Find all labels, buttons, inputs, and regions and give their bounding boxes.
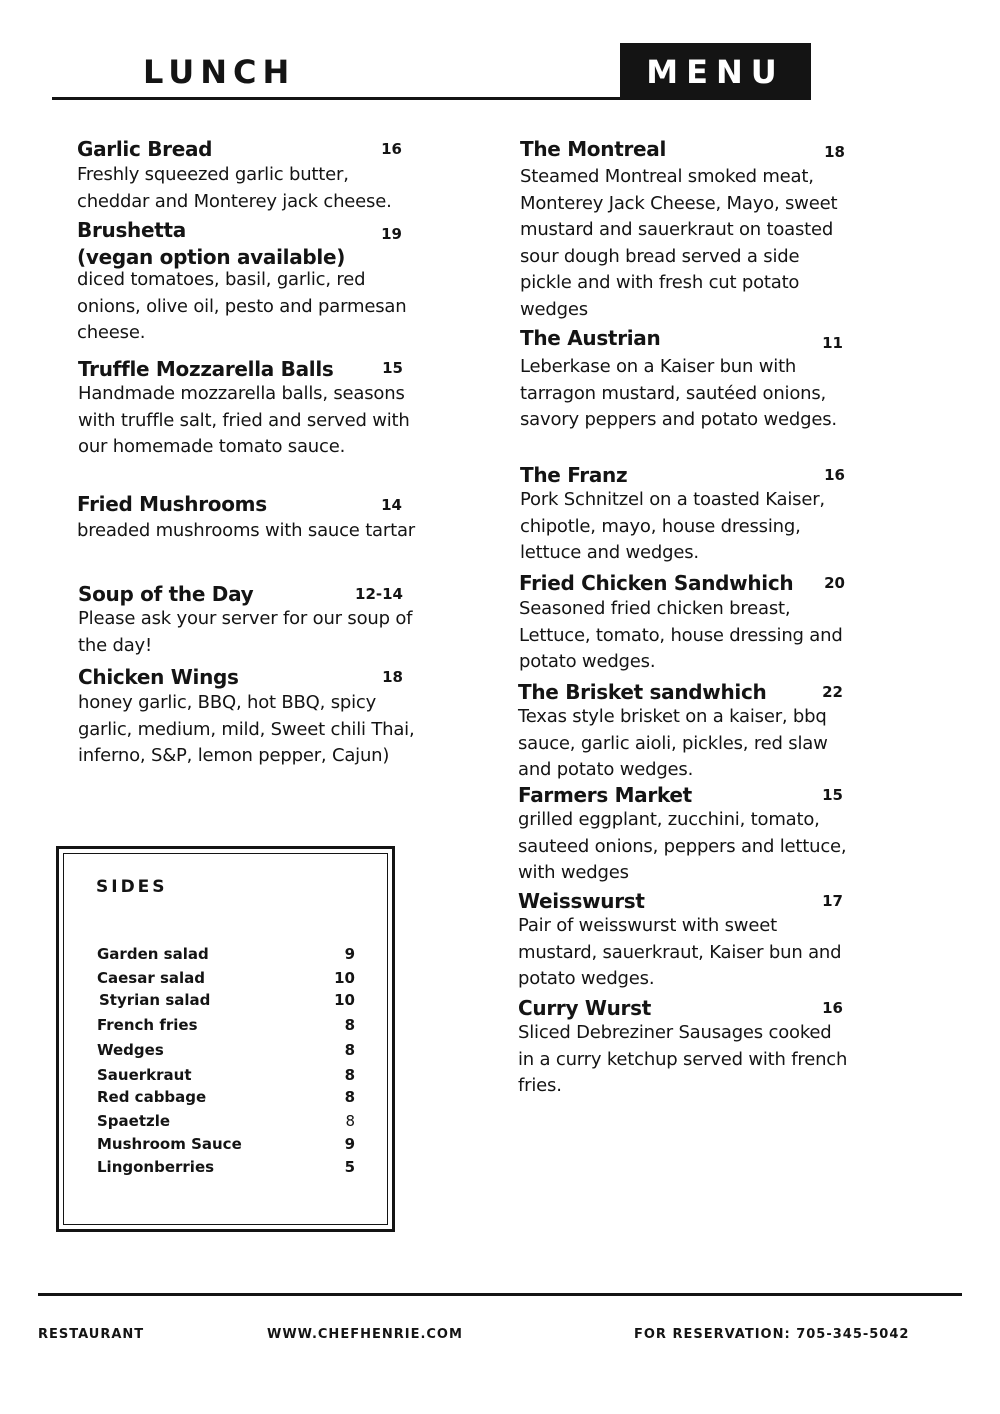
item-price: 22: [822, 683, 843, 701]
item-description: Steamed Montreal smoked meat, Monterey Jack Cheese, Mayo, sweet mustard and sauerkraut on toasted sour dough bread served a side pickle and with fresh cut potato wedges: [520, 166, 838, 320]
side-name: Spaetzle: [97, 1112, 171, 1130]
item-name: Weisswurst: [518, 889, 645, 913]
footer-reservation-phone: FOR RESERVATION: 705-345-5042: [634, 1327, 910, 1342]
side-name: Caesar salad: [97, 969, 206, 987]
item-description: grilled eggplant, zucchini, tomato, sauteed onions, peppers and lettuce, with wedges: [518, 809, 847, 883]
item-price: 16: [824, 466, 845, 484]
item-description: Freshly squeezed garlic butter, cheddar and Monterey jack cheese.: [77, 164, 392, 212]
item-price: 15: [382, 359, 403, 377]
item-name: The Montreal: [520, 137, 667, 161]
item-name: Soup of the Day: [78, 582, 254, 606]
header-divider: [52, 97, 811, 100]
item-price: 12-14: [355, 585, 403, 603]
side-name: Wedges: [97, 1041, 164, 1059]
side-price: 5: [344, 1158, 355, 1176]
footer-divider: [38, 1293, 962, 1296]
side-price: 9: [344, 1135, 355, 1153]
item-name: Truffle Mozzarella Balls: [78, 357, 334, 381]
side-price: 8: [344, 1066, 355, 1084]
item-description: Leberkase on a Kaiser bun with tarragon mustard, sautéed onions, savory peppers and potato wedges.: [520, 356, 837, 430]
item-name: Garlic Bread: [77, 137, 213, 161]
item-price: 20: [824, 574, 845, 592]
menu-title: MENU: [646, 53, 785, 91]
sides-title: SIDES: [96, 877, 168, 897]
item-name: Fried Chicken Sandwhich: [519, 571, 794, 595]
side-name: Styrian salad: [99, 991, 211, 1009]
side-price: 8: [344, 1016, 355, 1034]
item-price: 16: [822, 999, 843, 1017]
item-description: diced tomatoes, basil, garlic, red onions, olive oil, pesto and parmesan cheese.: [77, 269, 407, 343]
item-description: Handmade mozzarella balls, seasons with truffle salt, fried and served with our homemade tomato sauce.: [78, 383, 410, 457]
side-price: 10: [334, 991, 355, 1009]
side-price: 8: [344, 1088, 355, 1106]
side-price: 8: [345, 1112, 355, 1130]
item-name-note: (vegan option available): [77, 245, 346, 269]
side-name: Mushroom Sauce: [97, 1135, 242, 1153]
item-description: Sliced Debreziner Sausages cooked in a curry ketchup served with french fries.: [518, 1022, 848, 1096]
side-name: Garden salad: [97, 945, 209, 963]
side-price: 10: [334, 969, 355, 987]
lunch-title: LUNCH: [143, 53, 296, 91]
item-description: Pork Schnitzel on a toasted Kaiser, chipotle, mayo, house dressing, lettuce and wedges.: [520, 489, 825, 563]
item-description: breaded mushrooms with sauce tartar: [77, 520, 415, 541]
item-description: honey garlic, BBQ, hot BBQ, spicy garlic, medium, mild, Sweet chili Thai, inferno, S&P, lemon pepper, Cajun): [78, 692, 415, 766]
item-price: 18: [382, 668, 403, 686]
side-price: 8: [344, 1041, 355, 1059]
item-name: Fried Mushrooms: [77, 492, 267, 516]
menu-title-box: [620, 43, 811, 99]
item-price: 18: [824, 143, 845, 161]
footer-website-link[interactable]: WWW.CHEFHENRIE.COM: [267, 1327, 463, 1342]
side-name: Lingonberries: [97, 1158, 215, 1176]
item-description: Please ask your server for our soup of the day!: [78, 608, 413, 656]
item-name: Chicken Wings: [78, 665, 239, 689]
item-price: 19: [381, 225, 402, 243]
side-price: 9: [344, 945, 355, 963]
item-name: Brushetta: [77, 218, 186, 242]
item-price: 17: [822, 892, 843, 910]
item-description: Pair of weisswurst with sweet mustard, sauerkraut, Kaiser bun and potato wedges.: [518, 915, 842, 989]
item-description: Texas style brisket on a kaiser, bbq sauce, garlic aioli, pickles, red slaw and potato wedges.: [518, 706, 828, 780]
footer-restaurant: RESTAURANT: [38, 1327, 145, 1342]
item-description: Seasoned fried chicken breast, Lettuce, tomato, house dressing and potato wedges.: [519, 598, 843, 672]
item-price: 14: [381, 496, 402, 514]
side-name: French fries: [97, 1016, 198, 1034]
item-name: The Franz: [520, 463, 628, 487]
item-name: Curry Wurst: [518, 996, 651, 1020]
item-price: 16: [381, 140, 402, 158]
side-name: Sauerkraut: [97, 1066, 192, 1084]
side-name: Red cabbage: [97, 1088, 207, 1106]
item-price: 15: [822, 786, 843, 804]
item-name: The Brisket sandwhich: [518, 680, 767, 704]
item-name: Farmers Market: [518, 783, 692, 807]
item-name: The Austrian: [520, 326, 661, 350]
item-price: 11: [822, 334, 843, 352]
